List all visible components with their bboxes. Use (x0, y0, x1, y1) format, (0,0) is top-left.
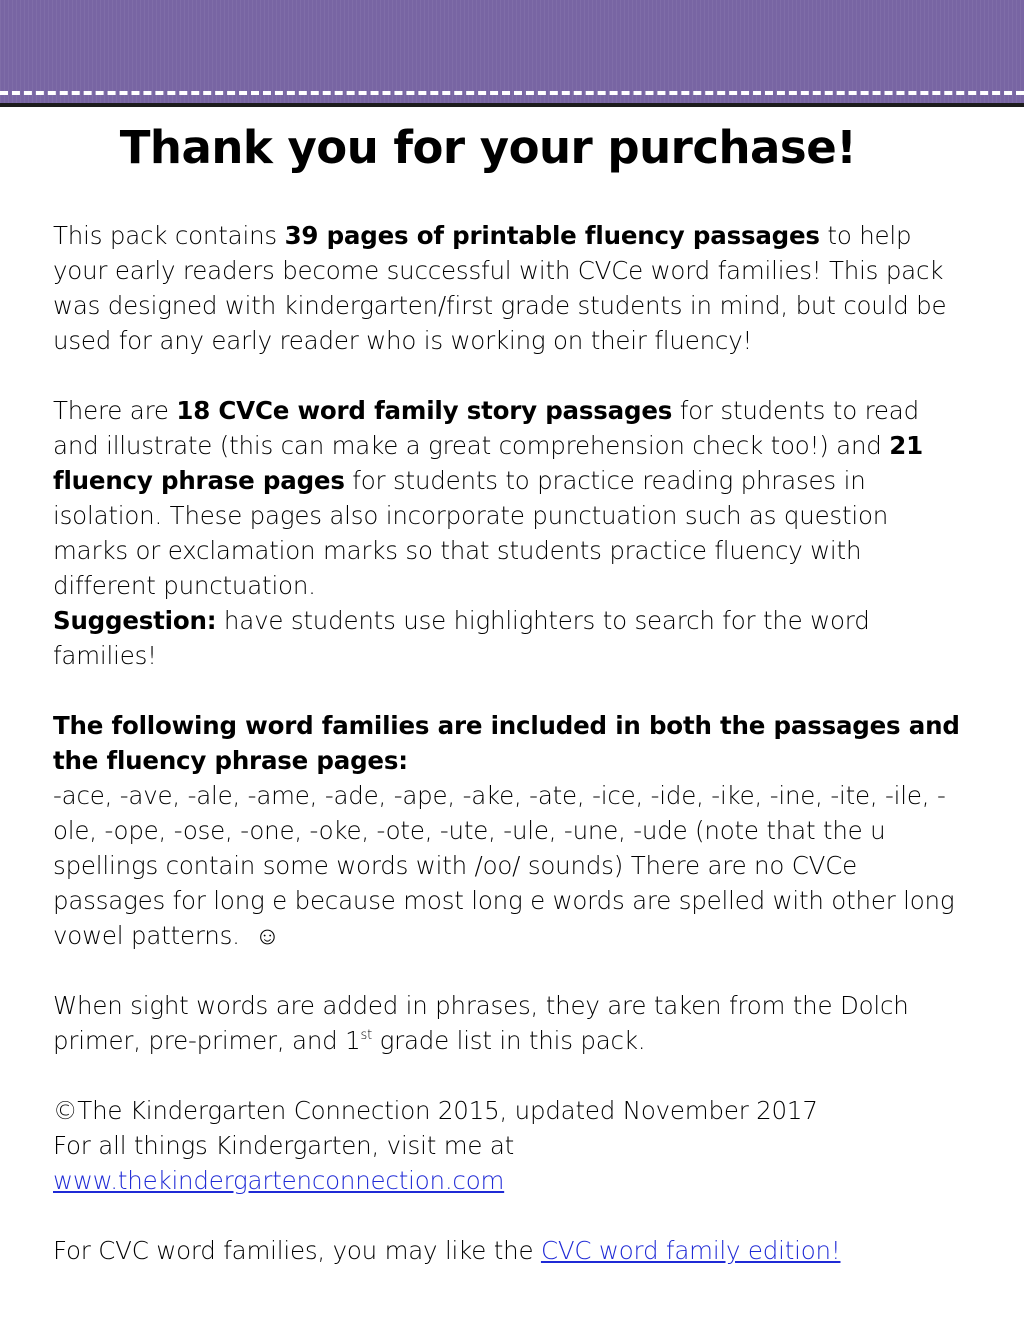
families-text: -ace, -ave, -ale, -ame, -ade, -ape, -ake, -ate, -ice, -ide, -ike, -ine, -ite, -ile, -ole, -ope, -ose, -one, -oke, -ote, -ute, -ule, -une, -ude (note that the u spellings contain some words with /oo/ sounds) There are no CVCe passages for long e because most long e words are spelled with other long vowel patterns. (53, 781, 955, 950)
intro-text: This pack contains (53, 221, 285, 250)
sight-words-paragraph (53, 988, 963, 1058)
suggestion-text: have students use highlighters to search for the word families! (53, 606, 870, 670)
cvc-edition-link[interactable]: CVC word family edition! (540, 1236, 841, 1265)
banner-border (0, 103, 1024, 107)
site-link-line (53, 1163, 963, 1198)
passages-text-end: for students to practice reading phrases in isolation. These pages also incorporate punctuation such as question marks or exclamation marks so that students practice fluency with different punctuation. (53, 466, 889, 600)
sight-words-text: When sight words are added in phrases, they are taken from the Dolch primer, pre-primer, and 1 (53, 991, 909, 1055)
document-body (53, 218, 963, 1268)
families-list (53, 778, 963, 953)
purple-banner (0, 0, 1024, 103)
smiley-icon: ☺ (254, 921, 280, 950)
ordinal-suffix: st (360, 1028, 372, 1043)
families-heading: The following word families are included in both the passages and the fluency phrase pages: (53, 711, 960, 775)
passages-bold: 18 CVCe word family story passages (176, 396, 673, 425)
cvc-line (53, 1233, 963, 1268)
copyright-line: ©The Kindergarten Connection 2015, updated November 2017 (53, 1096, 818, 1125)
intro-bold: 39 pages of printable fluency passages (284, 221, 820, 250)
cvc-text: For CVC word families, you may like the (53, 1236, 541, 1265)
intro-text-cont: to help your early readers become successful with CVCe word families! This pack was designed with kindergarten/first grade students in mind, but could be used for any early reader who is working on their fluency! (53, 221, 947, 355)
visit-line: For all things Kindergarten, visit me at (53, 1131, 515, 1160)
stitch-line (0, 91, 1024, 95)
phrase-pages-bold: 21 fluency phrase pages (53, 431, 923, 495)
passages-text: There are (53, 396, 177, 425)
suggestion-label: Suggestion: (53, 606, 217, 635)
page-title: Thank you for your purchase! (119, 121, 857, 174)
website-link[interactable]: www.thekindergartenconnection.com (53, 1166, 505, 1195)
sight-words-text-end: grade list in this pack. (372, 1026, 646, 1055)
passages-text-mid: for students to read and illustrate (this can make a great comprehension check too!) and (53, 396, 919, 460)
passages-paragraph (53, 393, 963, 603)
intro-paragraph (53, 218, 963, 358)
suggestion-paragraph (53, 603, 963, 673)
